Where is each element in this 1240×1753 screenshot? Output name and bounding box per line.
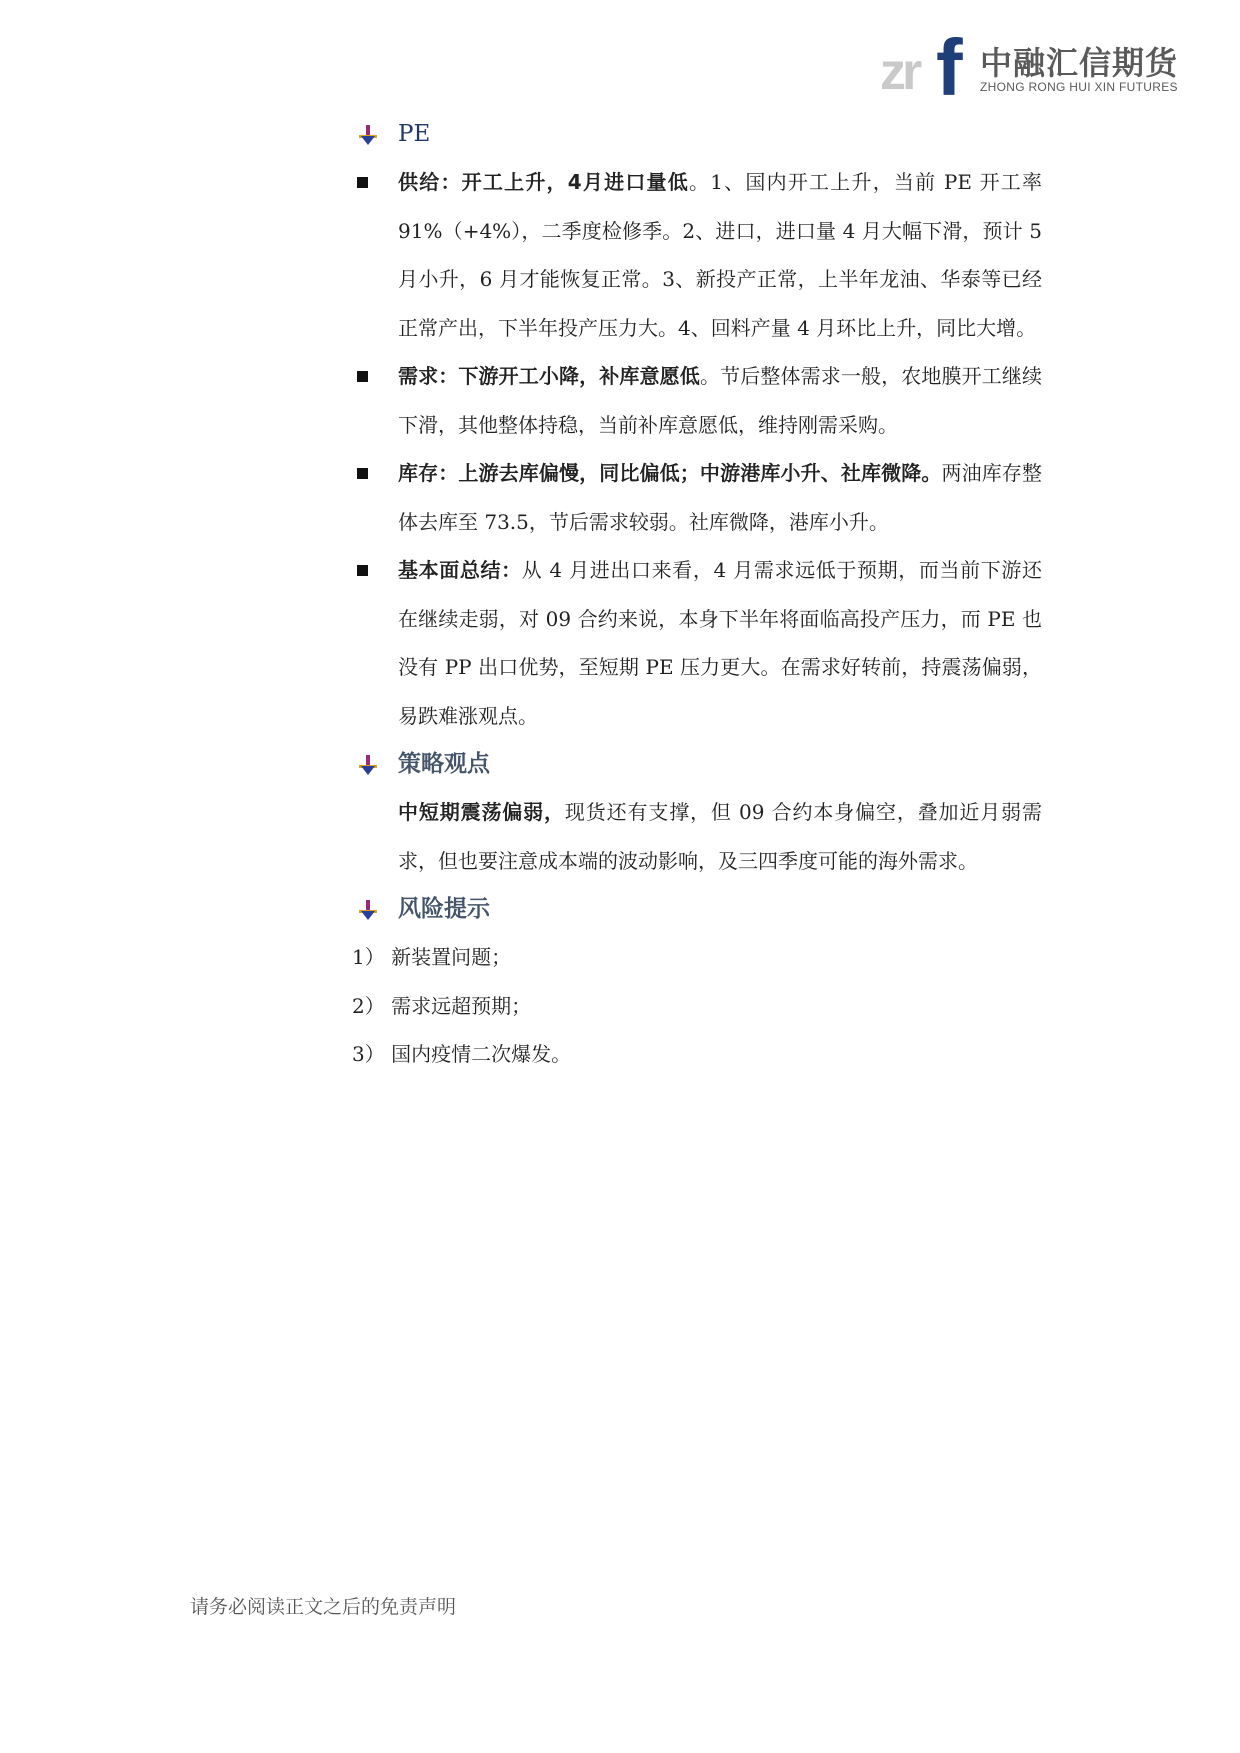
bullet-text: 两油库存整体去库至 73.5，节后需求较弱。社库微降，港库小升。 [398, 461, 1043, 534]
risk-item: 1） 新装置问题； [352, 945, 512, 969]
report-body [352, 110, 1042, 1079]
risk-item: 3） 国内疫情二次爆发。 [352, 1042, 572, 1066]
strategy-paragraph [352, 788, 1042, 885]
bullet-text: 。1、国内开工上升，当前 PE 开工率 91%（+4%），二季度检修季。2、进口，进口量 4 月大幅下滑，预计 5 月小升，6 月才能恢复正常。3、新投产正常，上半年龙油、华泰等已经正常产出，下半年投产压力大。4、回料产量 4 月环比上升，同比大增。 [398, 170, 1043, 340]
section-pe-title: PE [398, 121, 431, 147]
bullet-demand [352, 352, 1042, 449]
arrow-down-icon [358, 125, 378, 145]
section-pe-heading [352, 110, 1042, 158]
section-strategy-heading [352, 740, 1042, 788]
logo-letter-f: f [936, 23, 963, 112]
section-risk-title: 风险提示 [398, 896, 490, 922]
bullet-supply [352, 158, 1042, 352]
bullet-inventory [352, 449, 1042, 546]
square-bullet-icon [357, 371, 368, 382]
bullet-text: 。节后整体需求一般，农地膜开工继续下滑，其他整体持稳，当前补库意愿低，维持刚需采购。 [398, 364, 1043, 437]
strategy-lead: 中短期震荡偏弱， [398, 800, 565, 824]
arrow-down-icon [358, 755, 378, 775]
strategy-text: 现货还有支撑，但 09 合约本身偏空，叠加近月弱需求，但也要注意成本端的波动影响，及三四季度可能的海外需求。 [398, 800, 1042, 873]
section-strategy-title: 策略观点 [398, 751, 490, 777]
company-logo [880, 23, 1179, 112]
arrow-down-icon [358, 900, 378, 920]
bullet-lead: 需求：下游开工小降，补库意愿低 [398, 364, 700, 388]
square-bullet-icon [357, 565, 368, 576]
bullet-lead: 供给：开工上升，4月进口量低 [398, 170, 689, 194]
square-bullet-icon [357, 468, 368, 479]
company-name-cn: 中融汇信期货 [980, 44, 1179, 82]
square-bullet-icon [357, 177, 368, 188]
logo-letters-zr: zr [880, 43, 919, 101]
bullet-text: 从 4 月进出口来看，4 月需求远低于预期，而当前下游还在继续走弱，对 09 合约来说，本身下半年将面临高投产压力，而 PE 也没有 PP 出口优势，至短期 PE 压力更大。在需求好转前，持震荡偏弱，易跌难涨观点。 [398, 558, 1043, 728]
bullet-lead: 库存：上游去库偏慢，同比偏低；中游港库小升、社库微降。 [398, 461, 942, 485]
company-name-en: ZHONG RONG HUI XIN FUTURES [980, 80, 1178, 94]
bullet-lead: 基本面总结： [398, 558, 522, 582]
bullet-summary [352, 546, 1042, 740]
section-risk-heading [352, 885, 1042, 933]
risk-item: 2） 需求远超预期； [352, 993, 532, 1018]
disclaimer-footer: 请务必阅读正文之后的免责声明 [190, 1596, 457, 1618]
